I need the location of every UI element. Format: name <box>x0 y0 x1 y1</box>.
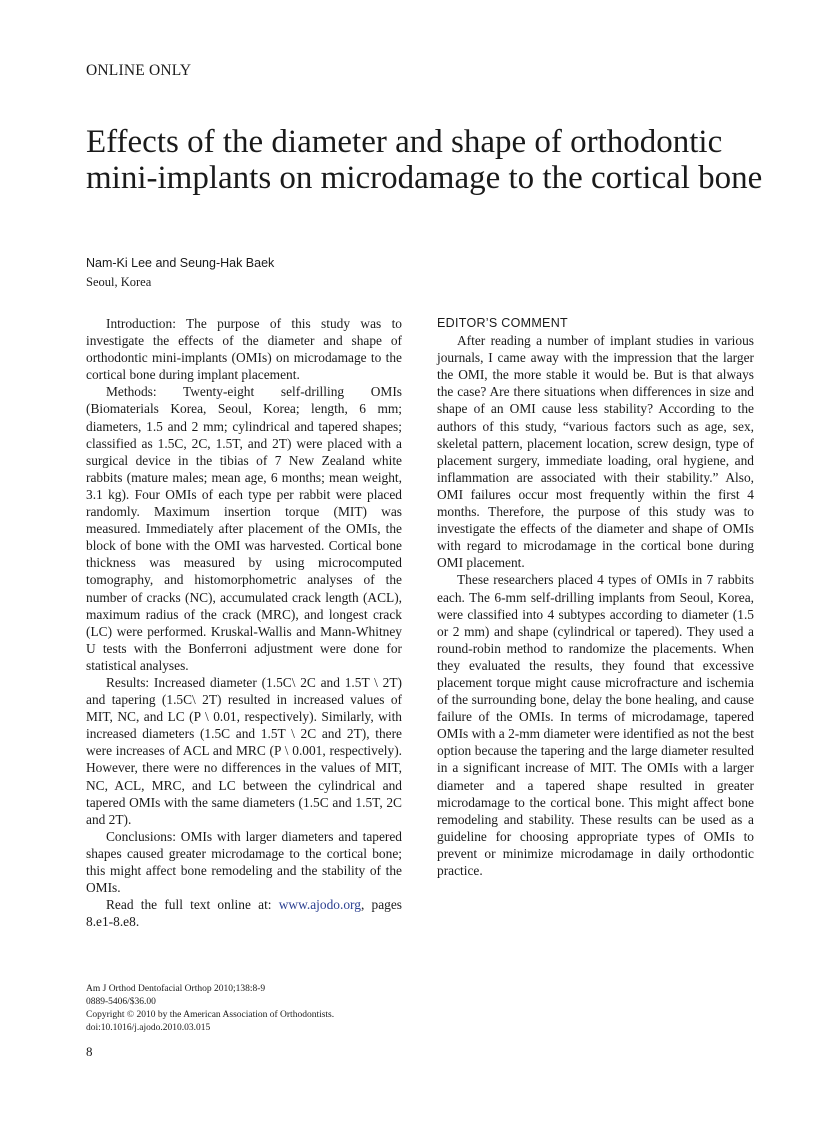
abstract-column <box>86 315 402 930</box>
editors-comment-paragraph-1: After reading a number of implant studies in various journals, I came away with the impression that the larger the OMI, the more stable it would be. But is that always the case? Are there situations when differences in size and shape of an OMI cause less stability? According to the authors of this study, “various factors such as age, sex, skeletal pattern, placement location, screw design, type of placement surgery, immediate loading, oral hygiene, and inflammation are associated with their stability.” Also, OMI failures occur most frequently within the first 4 months. Therefore, the purpose of this study was to investigate the effects of the diameter and shape of OMIs with regard to microdamage in the cortical bone during OMI placement. <box>437 333 754 571</box>
footer-price: 0889-5406/$36.00 <box>86 997 156 1007</box>
footer-copyright: Copyright © 2010 by the American Association of Orthodontists. <box>86 1010 335 1020</box>
footer-doi: doi:10.1016/j.ajodo.2010.03.015 <box>86 1023 211 1033</box>
article-title: Effects of the diameter and shape of orthodontic mini-implants on microdamage to the cortical bone <box>86 124 763 196</box>
abstract-conclusions: Conclusions: OMIs with larger diameters and tapered shapes caused greater microdamage to the cortical bone; this might affect bone remodeling and the stability of the OMIs. <box>86 828 402 896</box>
abstract-results: Results: Increased diameter (1.5C\ 2C and 1.5T \ 2T) and tapering (1.5C\ 2T) resulted in increased values of MIT, NC, and LC (P \ 0.01, respectively). Similarly, with increased diameters (1.5C and 1.5T \ 2C and 2T), there were increases of ACL and MRC (P \ 0.001, respectively). However, there were no differences in the values of MIT, NC, ACL, MRC, and LC between the cylindrical and tapered OMIs with the same diameters (1.5C and 1.5T, 2C and 2T). <box>86 674 402 827</box>
editors-comment-heading: EDITOR’S COMMENT <box>437 316 568 330</box>
editors-comment-paragraph-2: These researchers placed 4 types of OMIs in 7 rabbits each. The 6-mm self-drilling implants from Seoul, Korea, were classified into 4 subtypes according to diameter (1.5 or 2 mm) and shape (cylindrical or tapered). They used a round-robin method to randomize the placements. When they evaluated the results, they found that excessive placement torque might cause microfracture and ischemia of the surrounding bone, delay the bone healing, and cause failure of the OMIs. In terms of microdamage, tapered OMIs with a 2-mm diameter were identified as not the best option because the tapering and the large diameter resulted in a significant increase of MIT. The OMIs with a larger diameter and a tapered shape resulted in greater microdamage to the cortical bone. This might affect bone remodeling and stability. These results can be used as a guideline for choosing appropriate types of OMIs to prevent or minimize microdamage in daily orthodontic practice. <box>437 572 754 878</box>
article-footer <box>86 983 334 1035</box>
footer-citation: Am J Orthod Dentofacial Orthop 2010;138:8-9 <box>86 984 266 994</box>
read-more-paragraph <box>86 896 402 930</box>
journal-link[interactable]: www.ajodo.org <box>278 897 361 913</box>
abstract-introduction: Introduction: The purpose of this study was to investigate the effects of the diameter and shape of orthodontic mini-implants (OMIs) on microdamage to the cortical bone during implant placement. <box>86 316 402 383</box>
read-more-prefix: Read the full text online at: <box>106 897 279 913</box>
article-authors: Nam-Ki Lee and Seung-Hak Baek <box>86 256 275 270</box>
abstract-methods: Methods: Twenty-eight self-drilling OMIs (Biomaterials Korea, Seoul, Korea; length, 6 mm; diameters, 1.5 and 2 mm; cylindrical and tapered shapes; classified as 1.5C, 2C, 1.5T, and 2T) were placed with a surgical device in the tibias of 7 New Zealand white rabbits (mature males; mean age, 6 months; mean weight, 3.1 kg). Four OMIs of each type per rabbit were placed randomly. Maximum insertion torque (MIT) was measured. Immediately after placement of the OMIs, the block of bone with the OMI was harvested. Cortical bone thickness was measured by using microcomputed tomography, and histomorphometric analyses of the number of cracks (NC), accumulated crack length (ACL), maximum radius of the crack (MRC), and longest crack (LC) were performed. Kruskal-Wallis and Mann-Whitney U tests with the Bonferroni adjustment were done for statistical analyses. <box>86 384 402 673</box>
read-more-suffix: , pages 8.e1-8.e8. <box>86 897 402 930</box>
page-number: 8 <box>86 1044 93 1059</box>
section-label: ONLINE ONLY <box>86 62 192 79</box>
editors-comment-column <box>437 315 754 879</box>
author-affiliation: Seoul, Korea <box>86 275 152 289</box>
